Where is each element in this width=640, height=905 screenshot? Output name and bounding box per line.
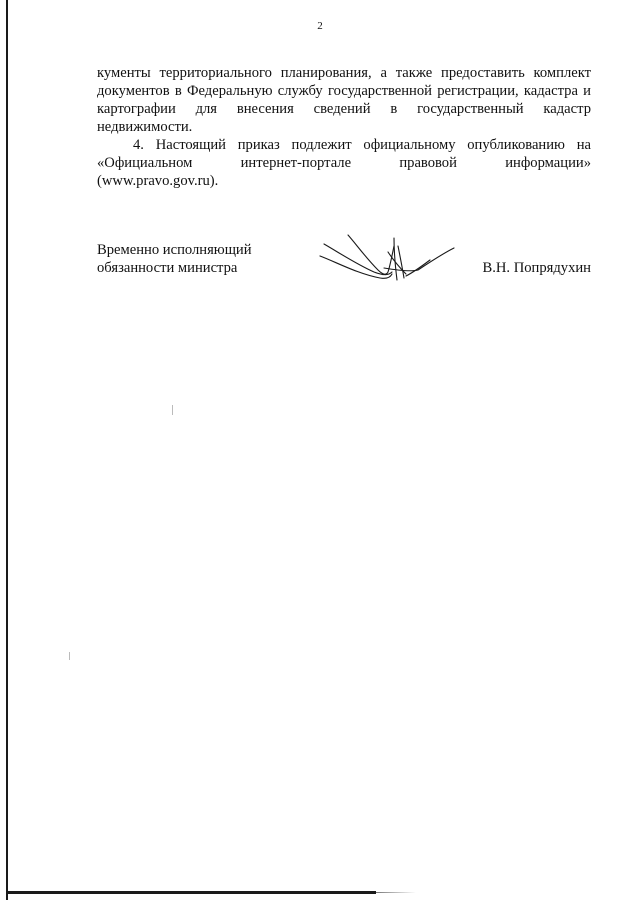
paragraph-continuation: кументы территориального планирования, а также предоставить комплект документов в Федеральную службу государственной регистрации, кадастра и картографии для внесения сведений в государственный кадастр недвижимости. — [97, 65, 591, 135]
body-text — [97, 64, 591, 190]
scan-edge-bottom-fade — [376, 892, 416, 893]
signatory-position — [97, 241, 252, 277]
scan-edge-left — [6, 0, 8, 900]
signatory-name: В.Н. Попрядухин — [482, 260, 591, 276]
scan-edge-bottom — [6, 891, 376, 894]
signatory-position-line2: обязанности министра — [97, 260, 238, 276]
scan-speck — [172, 405, 173, 415]
scan-speck — [69, 652, 70, 660]
paragraph-4: 4. Настоящий приказ подлежит официальному опубликованию на «Официальном интернет-портале правовой информации» — [97, 137, 591, 171]
signatory-position-line1: Временно исполняющий — [97, 242, 252, 258]
page-number: 2 — [317, 20, 323, 32]
handwritten-signature — [318, 232, 458, 284]
paragraph-4-last-line: (www.pravo.gov.ru). — [97, 173, 219, 189]
